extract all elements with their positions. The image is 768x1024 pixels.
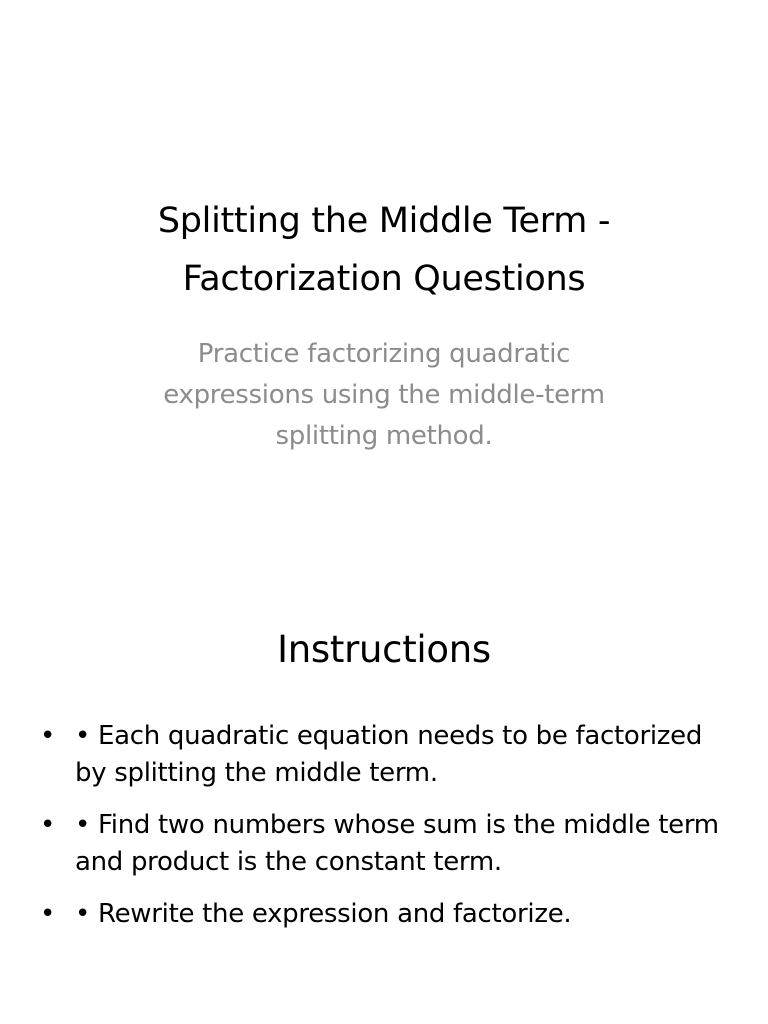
list-item-text: • Each quadratic equation needs to be factorized by splitting the middle term. bbox=[75, 721, 703, 788]
list-item-text: • Find two numbers whose sum is the middle term and product is the constant term. bbox=[75, 810, 719, 877]
slide-title-line-2: Factorization Questions bbox=[182, 259, 586, 299]
slide-subtitle-line-3: splitting method. bbox=[275, 421, 493, 451]
list-item bbox=[40, 718, 740, 792]
list-item bbox=[40, 896, 740, 933]
instructions-list bbox=[40, 718, 740, 948]
slide-title-line-1: Splitting the Middle Term - bbox=[157, 201, 611, 241]
bullet-marker: • bbox=[40, 721, 56, 751]
bullet-marker: • bbox=[40, 810, 56, 840]
slide-subtitle bbox=[100, 334, 668, 457]
instructions-heading: Instructions bbox=[277, 628, 491, 671]
slide-subtitle-line-1: Practice factorizing quadratic bbox=[197, 339, 571, 369]
list-item-text: • Rewrite the expression and factorize. bbox=[75, 899, 572, 929]
list-item bbox=[40, 807, 740, 881]
bullet-marker: • bbox=[40, 899, 56, 929]
slide-title bbox=[60, 192, 708, 308]
instructions-slide bbox=[0, 576, 768, 1024]
slide-subtitle-line-2: expressions using the middle-term bbox=[163, 380, 605, 410]
